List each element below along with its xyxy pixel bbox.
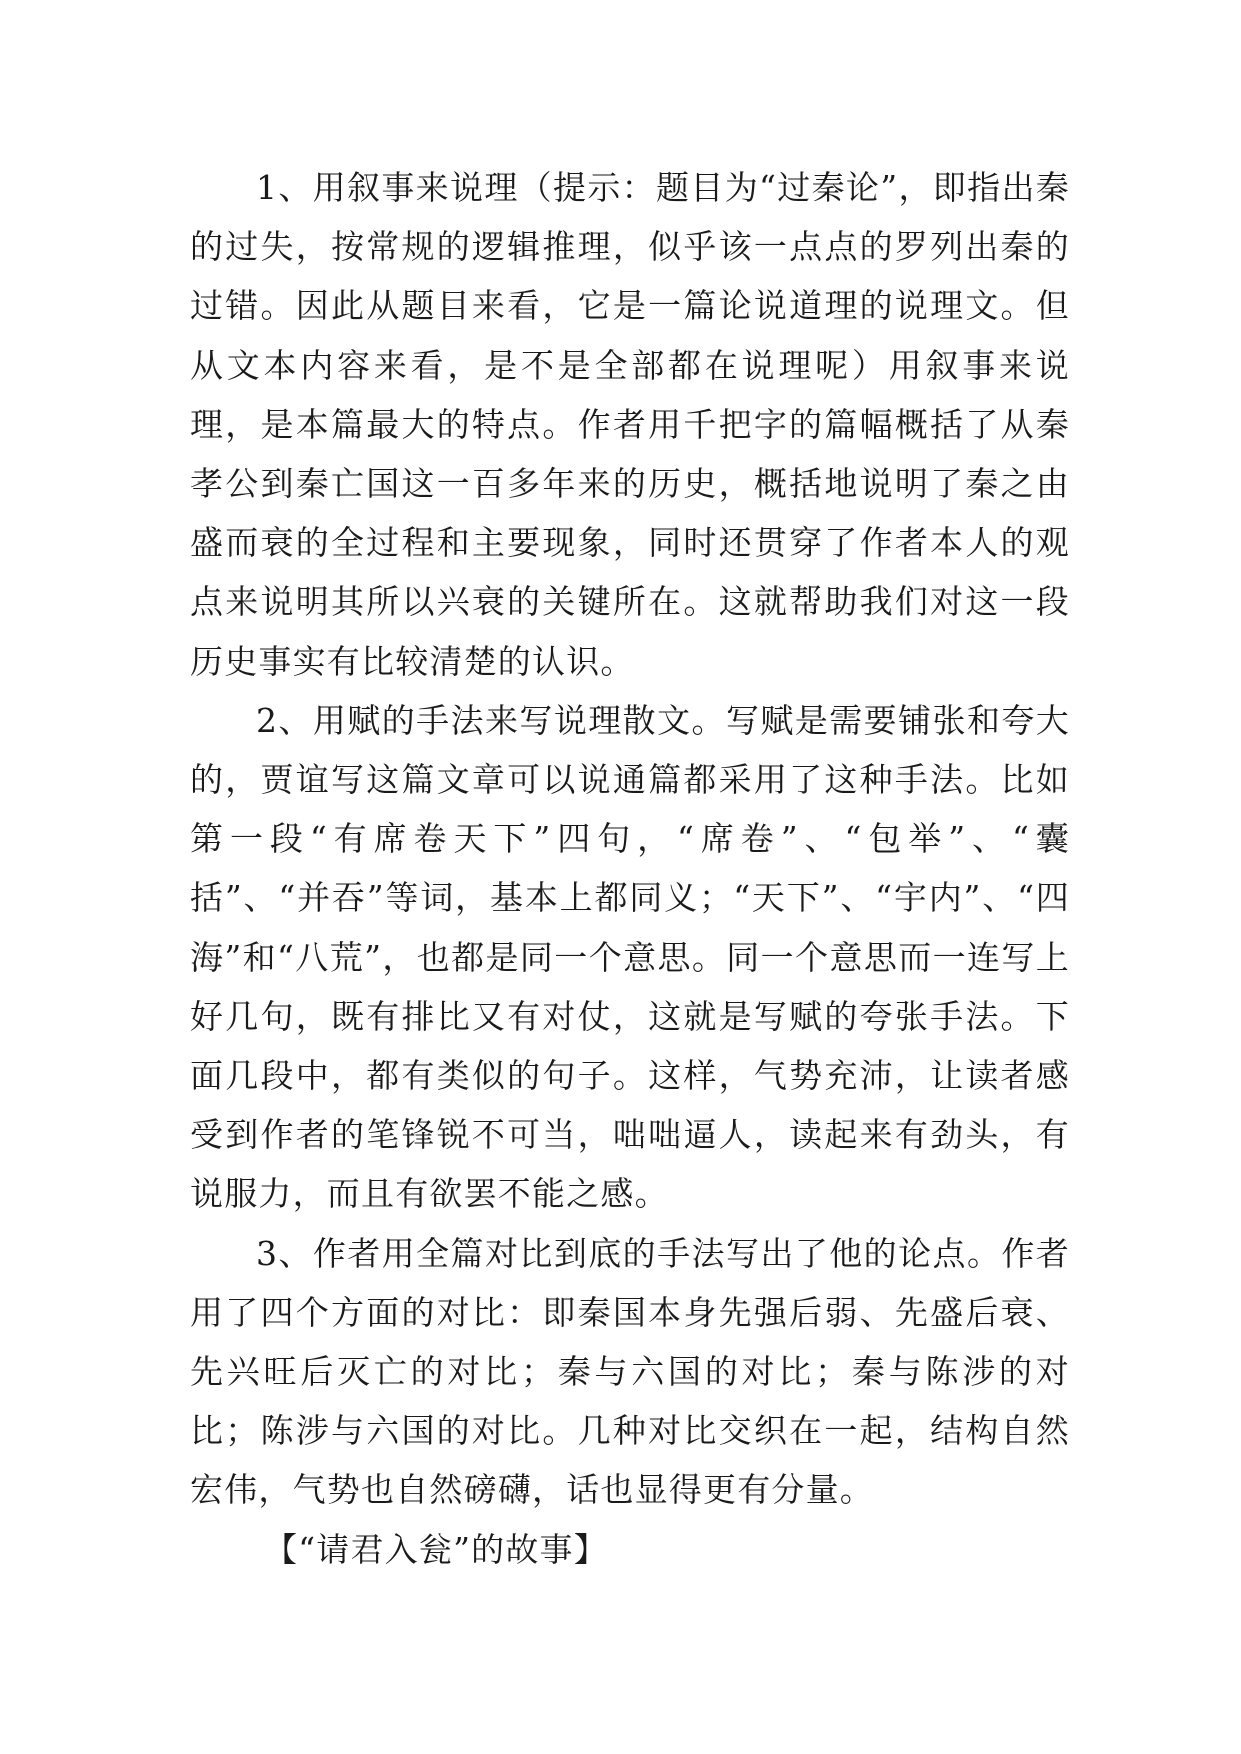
- paragraph-1: 1、用叙事来说理（提示：题目为“过秦论”，即指出秦的过失，按常规的逻辑推理，似乎该一点点的罗列出秦的过错。因此从题目来看，它是一篇论说道理的说理文。但从文本内容来看，是不是全部都在说理呢）用叙事来说理，是本篇最大的特点。作者用千把字的篇幅概括了从秦孝公到秦亡国这一百多年来的历史，概括地说明了秦之由盛而衰的全过程和主要现象，同时还贯穿了作者本人的观点来说明其所以兴衰的关键所在。这就帮助我们对这一段历史事实有比较清楚的认识。: [190, 168, 1070, 681]
- paragraph-3: 3、作者用全篇对比到底的手法写出了他的论点。作者用了四个方面的对比：即秦国本身先强后弱、先盛后衰、先兴旺后灭亡的对比；秦与六国的对比；秦与陈涉的对比；陈涉与六国的对比。几种对比交织在一起，结构自然宏伟，气势也自然磅礴，话也显得更有分量。: [190, 1233, 1070, 1510]
- document-body: [190, 158, 1070, 1579]
- paragraph-2: 2、用赋的手法来写说理散文。写赋是需要铺张和夸大的，贾谊写这篇文章可以说通篇都采用了这种手法。比如第一段“有席卷天下”四句，“席卷”、“包举”、“囊括”、“并吞”等词，基本上都同义；“天下”、“宇内”、“四海”和“八荒”，也都是同一个意思。同一个意思而一连写上好几句，既有排比又有对仗，这就是写赋的夸张手法。下面几段中，都有类似的句子。这样，气势充沛，让读者感受到作者的笔锋锐不可当，咄咄逼人，读起来有劲头，有说服力，而且有欲罢不能之感。: [190, 700, 1070, 1214]
- section-heading: 【“请君入瓮”的故事】: [264, 1529, 608, 1569]
